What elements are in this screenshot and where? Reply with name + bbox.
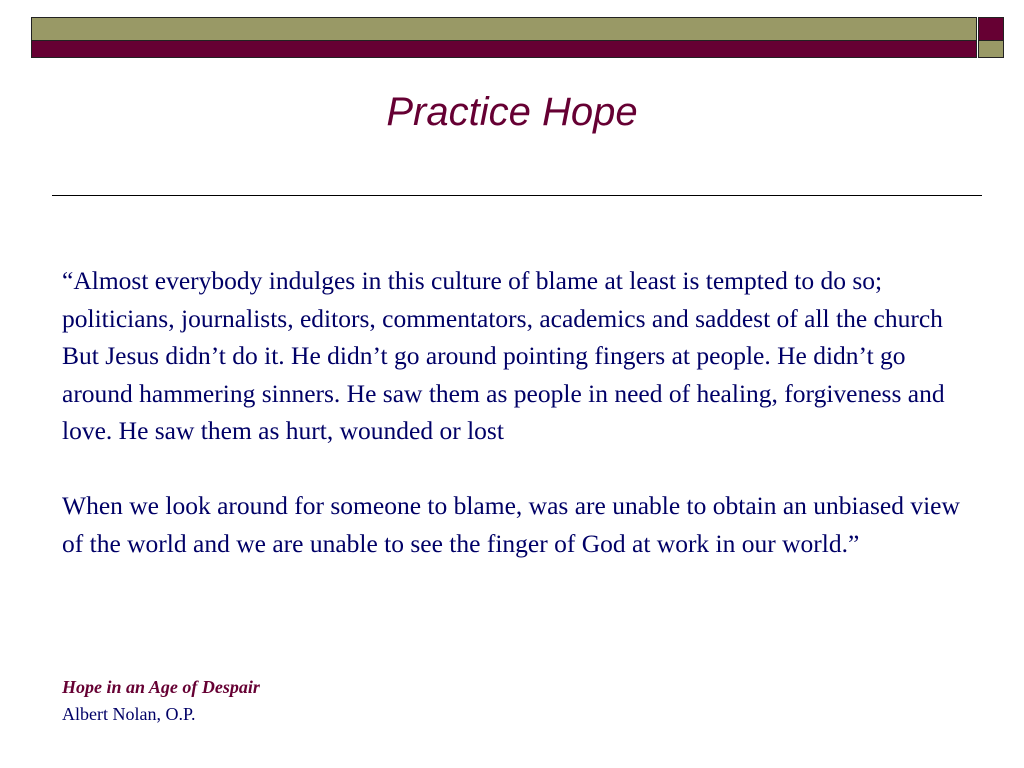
header-band-maroon bbox=[31, 41, 977, 58]
citation bbox=[62, 674, 260, 728]
header-band-olive bbox=[31, 17, 977, 41]
quote-paragraph-2: When we look around for someone to blame, was are unable to obtain an unbiased view of the world and we are unable to see the finger of God at work in our world.” bbox=[62, 491, 960, 558]
header-corner-maroon bbox=[978, 17, 1004, 41]
title-divider bbox=[52, 195, 982, 196]
slide-title: Practice Hope bbox=[386, 90, 638, 134]
quote-body bbox=[62, 262, 972, 562]
header-corner-olive bbox=[978, 41, 1004, 58]
paragraph-spacer bbox=[62, 450, 972, 488]
citation-author: Albert Nolan, O.P. bbox=[62, 704, 196, 724]
citation-title: Hope in an Age of Despair bbox=[62, 677, 260, 697]
quote-paragraph-1: “Almost everybody indulges in this culture of blame at least is tempted to do so; politicians, journalists, editors, commentators, academics and saddest of all the church But Jesus didn’t do it. He didn’t go around pointing fingers at people. He didn’t go around hammering sinners. He saw them as people in need of healing, forgiveness and love. He saw them as hurt, wounded or lost bbox=[62, 266, 945, 445]
